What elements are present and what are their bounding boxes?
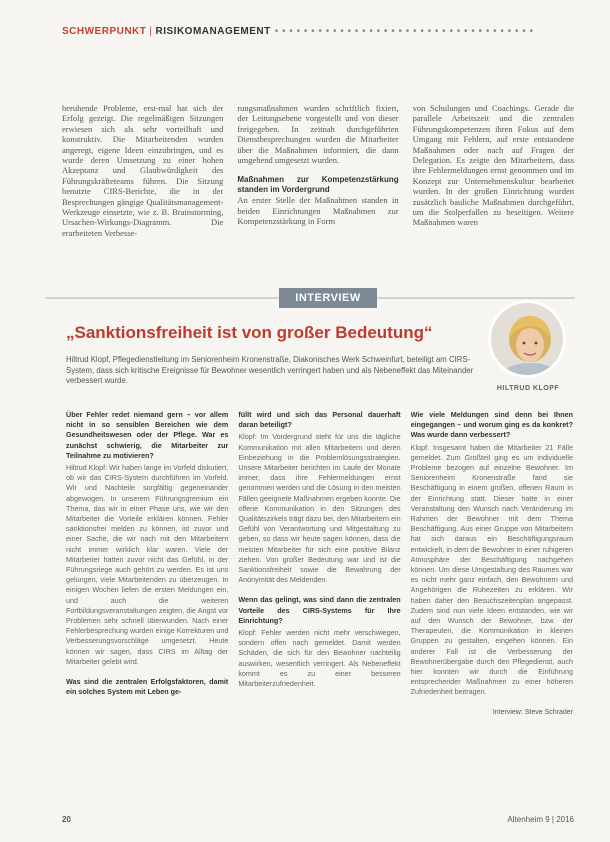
question-3: Wenn das gelingt, was sind dann die zentralen Vorteile des CIRS-Systems für Ihre Einrichtung? (238, 595, 401, 625)
answer-2: Klopf: Im Vordergrund steht für uns die tägliche Kommunikation mit allen Mitarbeitern und deren Einbeziehung in die Problemlösungsstrategien. Unsere Mitarbeiter berichten im Laufe der Monate immer, dass ihre Fehlermeldungen ernst genommen werden und die Lösung in den meisten Fällen geeignete Maßnahmen ergeben konnte. Die offene Kommunikation in den Sitzungen des Qualitätszirkels trägt dazu bei, den Mitarbeitern ein Gefühl von Verantwortung und Mitgestaltung zu geben, so dass wir heute sagen können, dass die meisten Mitarbeiter für sich eine positive Bilanz ziehen. Von großer Bedeutung war und ist die Sanktionsfreiheit sowie die Bewahrung der Anonymität des Meldenden. (238, 432, 401, 585)
question-1: Über Fehler redet niemand gern – vor allem nicht in so sensiblen Bereichen wie dem Gesundheitswesen oder der Pflege. War es zunächst schwierig, die Mitarbeiter zur Teilnahme zu motivieren? (66, 410, 229, 460)
intro-text-3: von Schulungen und Coachings. Gerade die parallele Arbeitszeit und die zentralen Führungskompetenzen ihren Fokus auf dem Umgang mit Fehlern, auf erste entstandene Maßnahmen oder nach auf Fragen der Delegation. Es zeigte den Mitarbeitern, dass ihre Fehlermeldungen ernst genommen und im Konzept zur Unternehmenskultur bearbeitet wurden. In der großen Einrichtung wurden zusätzlich bauliche Maßnahmen durchgeführt, um die Stolperfallen zu beseitigen. Weitere Maßnahmen waren (412, 103, 574, 228)
answer-3: Klopf: Fehler werden nicht mehr verschwiegen, sondern offen nach gemeldet. Damit werden Schäden, die sich für den Bewohner nachteilig auswirken, wesentlich verringert. Als Nebeneffekt kommt es zu einer besseren Mitarbeiterzufriedenheit. (238, 628, 401, 689)
question-2: Was sind die zentralen Erfolgsfaktoren, damit ein solches System mit Leben ge- (66, 677, 229, 697)
intro-subheading: Maßnahmen zur Kompetenzstärkung standen im Vordergrund (237, 175, 399, 195)
section-label: SCHWERPUNKT (62, 26, 147, 37)
intro-column-2 (237, 103, 398, 271)
intro-text-1: beruhende Probleme, erst-mal hat sich der Erfolg gezeigt. Die regelmäßigen Sitzungen erwiesen sich als sehr vorteilhaft und konstruktiv. Die Mitarbeitenden wurden angeregt, eigene Ideen einzubringen, und es wurde deren Umsetzung zu einer hohen Akzeptanz und Glaubwürdigkeit des Führungskräfteteams führen. Die Sitzung benutzte CIRS-Berichte, die in der Besprechungen gängige Qualitätsmanagement-Werkzeuge einsetzte, wie z. B. Brainstorming, Ursachen-Wirkungs-Diagramm. Die erarbeiteten Verbesse- (62, 103, 224, 238)
intro-text-2b: An erster Stelle der Maßnahmen standen in beiden Einrichtungen Maßnahmen zur Kompetenzstärkung in Form (237, 195, 399, 227)
answer-4: Klopf: Insgesamt haben die Mitarbeiter 21 Fälle gemeldet. Zum Großteil ging es um individuelle Probleme bezogen auf einzelne Bewohner. Im Seniorenheim Kronenstraße fand sie Beschäftigung in einem großen, offenen Raum in der Einrichtung statt. Dieser hatte in einer Veranstaltung den Wunsch nach Veränderung im Rahmen der Bewohner mit dem Thema Beschäftigung. Aus einer Gruppe von Mitarbeitern hat sich daraus ein Beschäftigungsraum entwickelt, in dem die Bewohner in einer ruhigeren Atmosphäre der Beschäftigung nachgehen können. Um diese Umgestaltung des Raumes war es nicht mehr ganz einfach, den Bewohnern und Angehörigen die Ruhezeiten zu erklären. Wir haben daher den Besuchszeitenplan angepasst. Zudem sind nun viele Ideen entstanden, wie wir auf den Wunsch der Bewohner, bzw. der Therapeuten, die Kommunikation in kleinen Gruppen zu gestalten, eingehen können. Ein anderer Fall ist die Verbesserung der Bewohnerübergabe durch den Pflegedienst, auch hier konnten wir durch die Einführung entsprechender Maßnahmen zu einer höheren Zufriedenheit beitragen. (410, 442, 573, 697)
portrait-image (491, 303, 566, 378)
intro-text-2: rungsmaßnahmen wurden schriftlich fixiert, der Leitungsebene vorgestellt und von dieser freigegeben. In zeitnah durchgeführten Dienstbesprechungen wurden die Mitarbeiter über die Maßnahmen informiert, die dann umgehend umgesetzt wurden. (237, 103, 399, 166)
interview-banner (45, 288, 575, 308)
intro-column-1 (62, 103, 223, 271)
intro-columns (62, 103, 574, 271)
interview-headline: „Sanktionsfreiheit ist von großer Bedeutung“ (66, 323, 433, 342)
header-separator: | (149, 26, 153, 37)
interview-lead: Hiltrud Klopf, Pflegedienstleitung im Seniorenheim Kronenstraße, Diakonisches Werk Schweinfurt, beteiligt am CIRS-System, dass sich kritische Ereignisse für Bewohner wesentlich verringert haben und als Nebeneffekt das Miteinander verbessert wurde. (66, 355, 474, 385)
page-number: 20 (62, 815, 71, 824)
page-footer (62, 815, 574, 827)
interview-column-3 (411, 410, 573, 810)
question-4: Wie viele Meldungen sind denn bei Ihnen eingegangen – und worum ging es da konkret? Was wurde dann verbessert? (410, 410, 573, 440)
intro-column-3 (413, 103, 574, 271)
topic-label: RISIKOMANAGEMENT (155, 26, 271, 37)
header-dots: • • • • • • • • • • • • • • • • • • • • • • • • • • • • • • • • • • • • (274, 26, 534, 37)
question-2-cont: füllt wird und sich das Personal dauerhaft daran beteiligt? (238, 410, 401, 430)
section-header (62, 26, 592, 40)
interview-credit: Interview: Steve Schrader (492, 708, 573, 716)
interview-tag: INTERVIEW (279, 288, 377, 308)
answer-1: Hiltrud Klopf: Wir haben lange im Vorfeld diskutiert, ob wir das CIRS-System durchführen im Vorfeld. Wir und Nachteile sorgfältig gegeneinander abgewogen. In unserem Führungsgremium ein Thema, das wir in einer Phase uns, wie wir den Mitarbeiter die Vorteile erklären können. Fehler sanktionsfrei melden zu können, ist zuvor und einer Sache, die wir nach mit den Mitarbeitern nicht immer wirklich klar waren. Viele der Mitarbeiter hatten zuvor nicht das Gefühl, in der Führungsriege auch gehört zu werden. Es ist uns gelungen, viele Mitarbeitenden zu überzeugen. In einigen Wochen liefen die ersten Meldungen ein, und auch die weiteren Fortbildungsveranstaltungen zeigten, die Angst vor Problemen sehr schnell überwunden. Nach einer Fehlerbesprechung wurden einige Korrekturen und Verbesserungsvorschläge umgesetzt. Heute können wir sagen, dass CIRS im Alltag der Mitarbeiter gelebt wird. (66, 463, 229, 666)
portrait-caption: HILTRUD KLOPF (496, 385, 560, 392)
interview-column-2 (238, 410, 400, 810)
interview-column-1 (66, 410, 228, 810)
interview-columns (66, 410, 573, 810)
magazine-issue: Altenheim 9 | 2016 (507, 815, 574, 824)
portrait-photo (488, 300, 566, 378)
